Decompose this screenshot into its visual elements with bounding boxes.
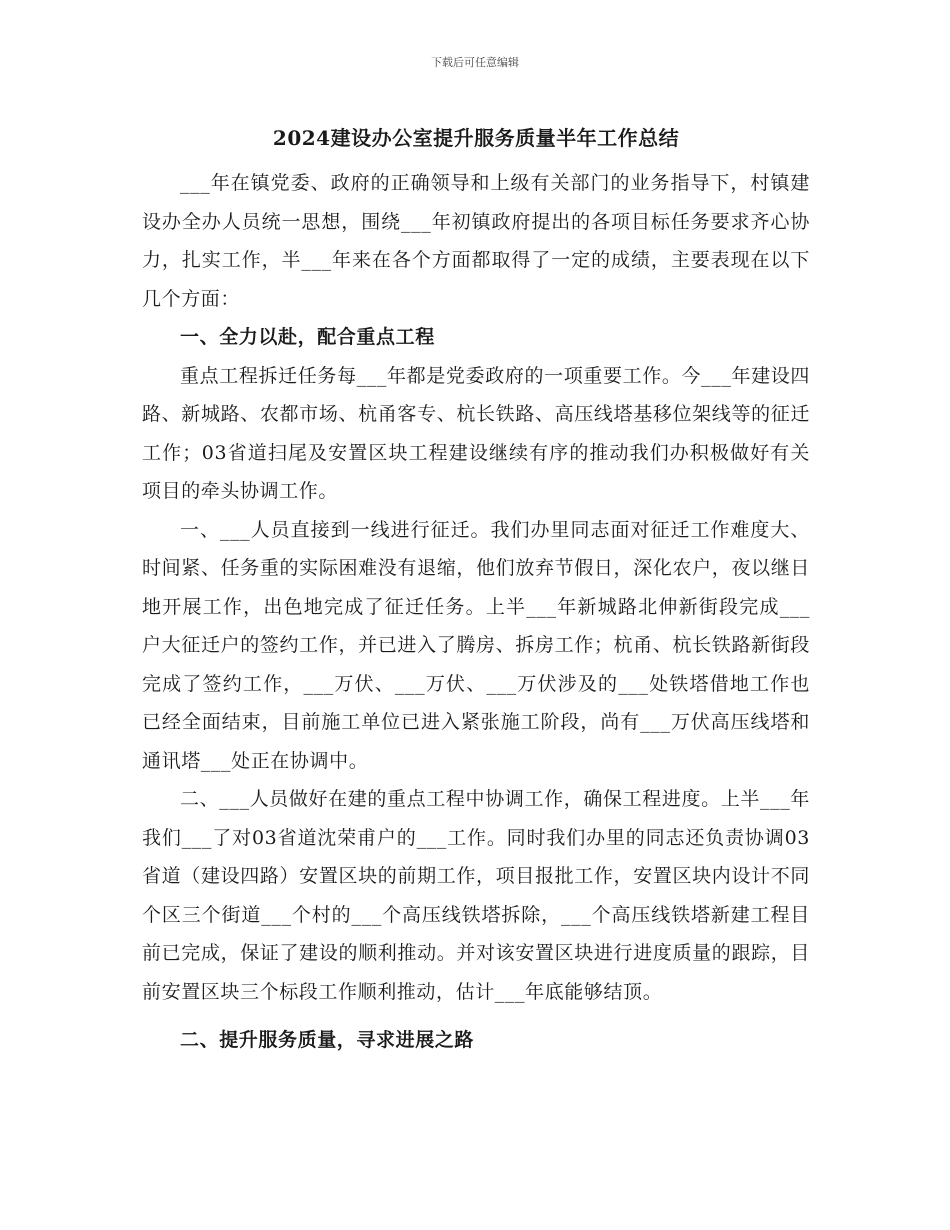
document-title: 2024建设办公室提升服务质量半年工作总结 <box>272 126 680 150</box>
section-1-paragraph-3: 二、___人员做好在建的重点工程中协调工作，确保工程进度。上半___年我们___了对03省道沈荣甫户的___工作。同时我们办里的同志还负责协调03省道（建设四路）安置区块的前期工作，项目报批工作，安置区块内设计不同个区三个街道___个村的___个高压线铁塔拆除，___个高压线铁塔新建工程目前已完成，保证了建设的顺利推动。并对该安置区块进行进度质量的跟踪，目前安置区块三个标段工作顺利推动，估计___年底能够结顶。 <box>142 788 810 1003</box>
document-body <box>142 118 810 1060</box>
section-1-heading: 一、全力以赴，配合重点工程 <box>180 326 435 348</box>
section-1-paragraph-2: 一、___人员直接到一线进行征迁。我们办里同志面对征迁工作难度大、时间紧、任务重的实际困难没有退缩，他们放弃节假日，深化农户，夜以继日地开展工作，出色地完成了征迁任务。上半___年新城路北伸新街段完成___户大征迁户的签约工作，并已进入了腾房、拆房工作；杭甬、杭长铁路新街段完成了签约工作，___万伏、___万伏、___万伏涉及的___处铁塔借地工作也已经全面结束，目前施工单位已进入紧张施工阶段，尚有___万伏高压线塔和通讯塔___处正在协调中。 <box>142 518 810 772</box>
page-header-note: 下载后可任意编辑 <box>431 56 519 69</box>
section-1-paragraph-1: 重点工程拆迁任务每___年都是党委政府的一项重要工作。今___年建设四路、新城路、农都市场、杭甬客专、杭长铁路、高压线塔基移位架线等的征迁工作；03省道扫尾及安置区块工程建设继续有序的推动我们办积极做好有关项目的牵头协调工作。 <box>142 364 810 502</box>
intro-paragraph: ___年在镇党委、政府的正确领导和上级有关部门的业务指导下，村镇建设办全办人员统一思想，围绕___年初镇政府提出的各项目标任务要求齐心协力，扎实工作，半___年来在各个方面都取得了一定的成绩，主要表现在以下几个方面： <box>142 172 810 310</box>
section-2-heading: 二、提升服务质量，寻求进展之路 <box>180 1029 475 1051</box>
